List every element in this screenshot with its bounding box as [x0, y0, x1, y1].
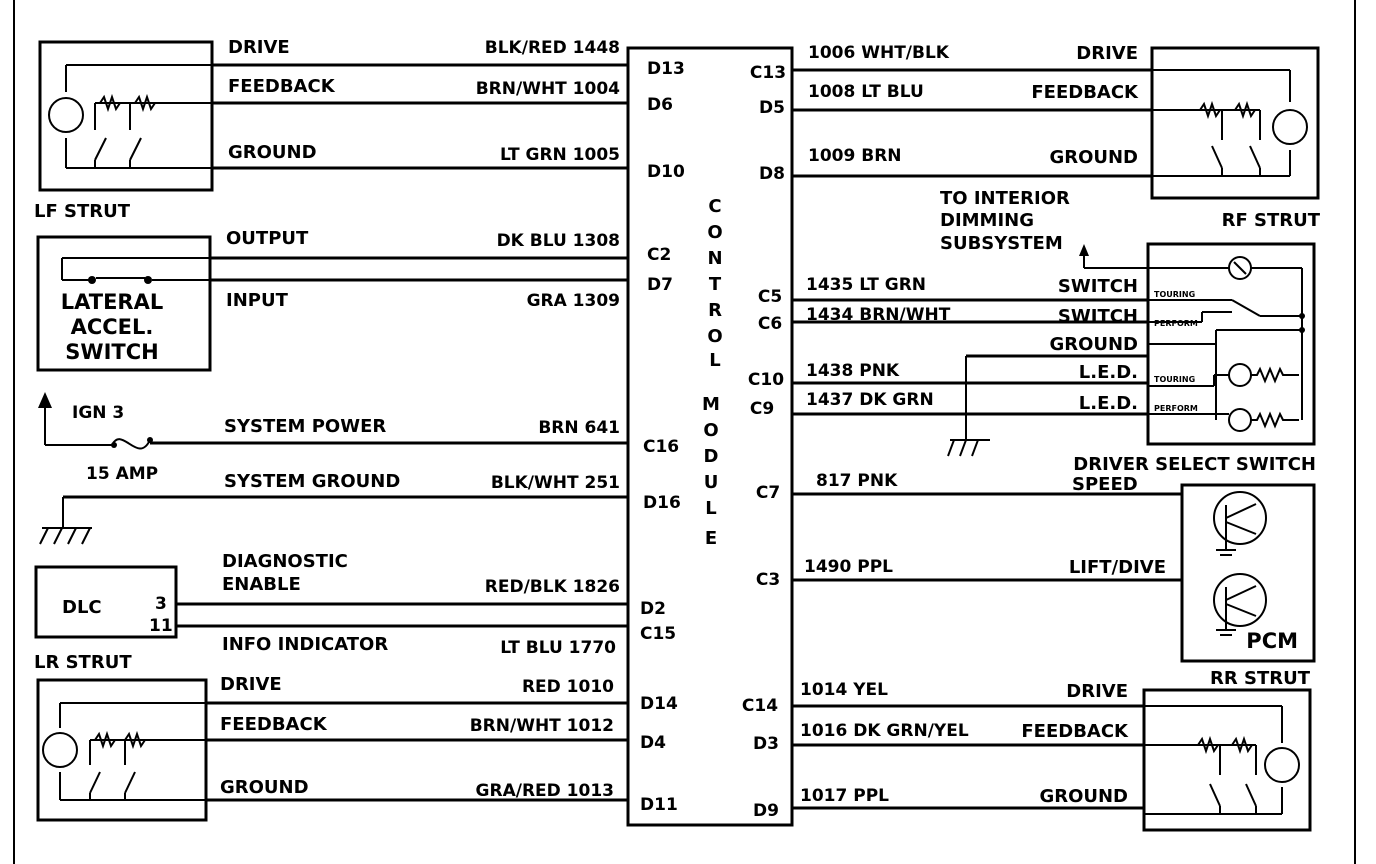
rf-feedback-wire: 1008 LT BLU	[808, 82, 924, 102]
interior-line-3: SUBSYSTEM	[940, 233, 1063, 254]
pin-c13: C13	[749, 63, 787, 83]
pin-d13: D13	[647, 59, 685, 79]
lat-input-wire: GRA 1309	[526, 291, 620, 311]
dlc-title: DLC	[62, 597, 102, 618]
pin-d10: D10	[647, 162, 685, 182]
module-letter: O	[707, 326, 723, 347]
diag-label-1: DIAGNOSTIC	[222, 551, 348, 572]
rr-ground-label: GROUND	[1039, 786, 1128, 807]
pcm-title: PCM	[1246, 629, 1298, 653]
rf-ground-label: GROUND	[1049, 147, 1138, 168]
pcm-wire-1: 817 PNK	[816, 471, 898, 491]
module-letter: O	[703, 420, 719, 441]
diag-wire: RED/BLK 1826	[484, 577, 620, 597]
dlc-pin-11: 11	[149, 616, 173, 636]
fuse-label: 15 AMP	[86, 464, 159, 484]
module-letter: U	[703, 472, 719, 493]
interior-line-1: TO INTERIOR	[940, 188, 1070, 209]
lateral-title-2: ACCEL.	[70, 315, 154, 339]
sys-ground-label: SYSTEM GROUND	[224, 471, 401, 492]
lf-strut-title: LF STRUT	[34, 201, 131, 222]
lr-strut-title: LR STRUT	[34, 652, 132, 673]
rf-feedback-label: FEEDBACK	[1031, 82, 1138, 103]
perform-label-1: PERFORM	[1154, 319, 1198, 328]
touring-label-2: TOURING	[1154, 375, 1196, 384]
rr-ground-wire: 1017 PPL	[800, 786, 889, 806]
pin-d16: D16	[643, 493, 681, 513]
module-letter: L	[705, 498, 717, 519]
rr-drive-wire: 1014 YEL	[800, 680, 888, 700]
pin-c10: C10	[747, 370, 785, 390]
select-switch-title: DRIVER SELECT SWITCH	[1073, 454, 1316, 475]
pcm-func-1: SPEED	[1072, 474, 1138, 495]
pin-c6: C6	[757, 314, 783, 334]
diag-label-2: ENABLE	[222, 574, 301, 595]
lf-feedback-label: FEEDBACK	[228, 76, 335, 97]
sw-wire-1: 1435 LT GRN	[806, 275, 927, 295]
pin-d11: D11	[640, 795, 678, 815]
module-letter: O	[707, 222, 723, 243]
pin-d4: D4	[640, 733, 666, 753]
sw-func-2: SWITCH	[1057, 306, 1138, 327]
pin-c9: C9	[749, 399, 775, 419]
touring-label-1: TOURING	[1154, 290, 1196, 299]
module-letter: E	[704, 528, 718, 549]
lf-ground-label: GROUND	[228, 142, 317, 163]
pcm-wire-2: 1490 PPL	[804, 557, 893, 577]
pin-d9: D9	[753, 801, 779, 821]
lr-drive-label: DRIVE	[220, 674, 282, 695]
rf-drive-wire: 1006 WHT/BLK	[808, 43, 949, 63]
lr-ground-wire: GRA/RED 1013	[475, 781, 614, 801]
lf-ground-wire: LT GRN 1005	[499, 145, 620, 165]
ign-label: IGN 3	[72, 403, 125, 423]
rr-strut-title: RR STRUT	[1210, 668, 1310, 689]
interior-line-2: DIMMING	[940, 210, 1034, 231]
pin-c7: C7	[755, 483, 781, 503]
module-letter: M	[702, 394, 720, 415]
perform-label-2: PERFORM	[1154, 404, 1198, 413]
module-letter: L	[709, 350, 721, 371]
sys-ground-wire: BLK/WHT 251	[490, 473, 620, 493]
sys-power-label: SYSTEM POWER	[224, 416, 387, 437]
pin-c14: C14	[741, 696, 779, 716]
pin-d5: D5	[759, 98, 785, 118]
lr-feedback-wire: BRN/WHT 1012	[469, 716, 614, 736]
rf-drive-label: DRIVE	[1076, 43, 1138, 64]
lf-drive-wire: BLK/RED 1448	[484, 38, 620, 58]
lat-output-label: OUTPUT	[226, 228, 309, 249]
sw-wire-4: 1438 PNK	[806, 361, 900, 381]
module-letter: N	[707, 248, 723, 269]
lf-drive-label: DRIVE	[228, 37, 290, 58]
module-letter: T	[708, 274, 722, 295]
pin-d8: D8	[759, 164, 785, 184]
module-letter: R	[708, 300, 722, 321]
pin-d6: D6	[647, 95, 673, 115]
lateral-title-3: SWITCH	[65, 340, 159, 364]
info-wire: LT BLU 1770	[500, 638, 616, 658]
sw-func-4: L.E.D.	[1078, 362, 1138, 383]
pin-d7: D7	[647, 275, 673, 295]
rf-ground-wire: 1009 BRN	[808, 146, 902, 166]
pin-c2: C2	[647, 245, 672, 265]
rf-strut-title: RF STRUT	[1221, 210, 1320, 231]
lr-drive-wire: RED 1010	[521, 677, 614, 697]
pin-c3: C3	[755, 570, 781, 590]
sw-func-5: L.E.D.	[1078, 393, 1138, 414]
rr-feedback-wire: 1016 DK GRN/YEL	[800, 721, 969, 741]
pin-d2: D2	[640, 599, 666, 619]
sw-func-1: SWITCH	[1057, 276, 1138, 297]
pin-c5: C5	[757, 287, 783, 307]
module-letter: C	[708, 196, 722, 217]
sw-wire-5: 1437 DK GRN	[806, 390, 934, 410]
sw-wire-2: 1434 BRN/WHT	[806, 305, 951, 325]
pcm-func-2: LIFT/DIVE	[1068, 557, 1166, 578]
pin-c16: C16	[643, 437, 680, 457]
lr-ground-label: GROUND	[220, 777, 309, 798]
sys-power-wire: BRN 641	[538, 418, 620, 438]
lat-input-label: INPUT	[226, 290, 288, 311]
rr-feedback-label: FEEDBACK	[1021, 721, 1128, 742]
sw-func-3: GROUND	[1049, 334, 1138, 355]
pin-c15: C15	[640, 624, 677, 644]
module-letter: D	[703, 446, 719, 467]
lat-output-wire: DK BLU 1308	[496, 231, 620, 251]
pin-d3: D3	[753, 734, 779, 754]
lateral-title-1: LATERAL	[60, 290, 164, 314]
info-label: INFO INDICATOR	[222, 634, 389, 655]
lr-feedback-label: FEEDBACK	[220, 714, 327, 735]
rr-drive-label: DRIVE	[1066, 681, 1128, 702]
pin-d14: D14	[640, 694, 678, 714]
dlc-pin-3: 3	[155, 594, 167, 614]
lf-feedback-wire: BRN/WHT 1004	[475, 79, 620, 99]
